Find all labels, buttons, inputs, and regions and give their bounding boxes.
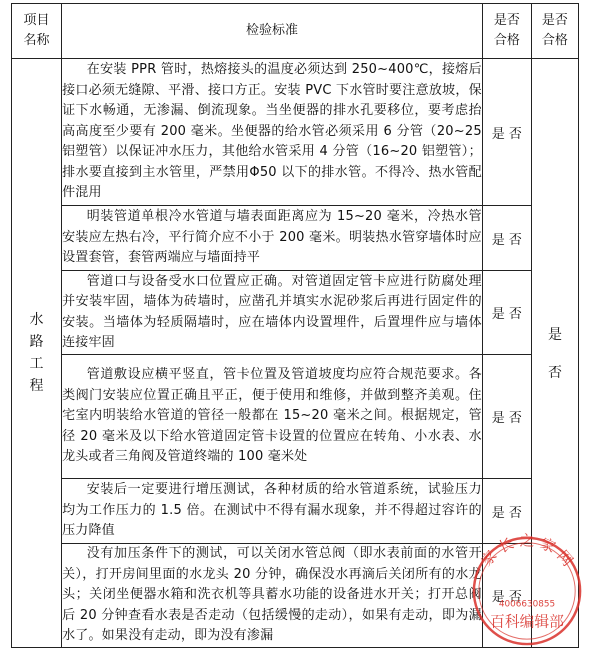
- svg-text:百科编辑部: 百科编辑部: [490, 613, 564, 631]
- header-item-name: 项目名称: [12, 4, 62, 59]
- overall-yes: 是: [547, 326, 562, 343]
- table-row: [12, 206, 579, 271]
- answer-cell: 是 否: [482, 544, 531, 648]
- standard-text: 安装后一定要进行增压测试，各种材质的给水管道系统，试验压力均为工作压力的 1.5 倍。在测试中不得有漏水现象，并不得超过容许的压力降值: [62, 479, 483, 544]
- standard-text: 明装管道单根冷水管道与墙表面距离应为 15~20 毫米，冷热水管安装应左热右冷，平行简介应不小于 200 毫米。明装热水管穿墙体时应设置套管，套管两端应与墙面持平: [62, 206, 483, 271]
- header-qualified: 是否合格: [482, 4, 531, 59]
- answer-cell: 是 否: [482, 271, 531, 355]
- header-standard: 检验标准: [62, 4, 483, 59]
- table-row: [12, 479, 579, 544]
- standard-text: 在安装 PPR 管时，热熔接头的温度必须达到 250~400℃，接熔后接口必须无缝隙、平滑、接口方正。安装 PVC 下水管时要注意放坡，保证下水畅通，无渗漏、倒流现象。当坐便器的排水孔要移位，要考虑抬高高度至少要有 200 毫米。坐便器的给水管必须采用 6 分管（20~25 铝塑管）以保证冲水压力，其他给水管采用 4 分管（16~20 铝塑管）；排水要直接到主水管里，严禁用Φ50 以下的排水管。不得冷、热水管配件混用: [62, 59, 483, 206]
- standard-text: 管道口与设备受水口位置应正确。对管道固定管卡应进行防腐处理并安装牢固，墙体为砖墙时，应凿孔并填实水泥砂浆后再进行固定件的安装。当墙体为轻质隔墙时，应在墙体内设置埋件，后置埋件应与墙体连接牢固: [62, 271, 483, 355]
- category-cell: 水路工程: [12, 59, 62, 648]
- table-row: [12, 544, 579, 648]
- answer-cell: 是 否: [482, 355, 531, 479]
- svg-text:家 长 之 家 网: 家 长 之 家 网: [477, 532, 577, 570]
- table-row: [12, 59, 579, 206]
- table-header-row: [12, 4, 579, 59]
- table-row: [12, 271, 579, 355]
- answer-cell: 是 否: [482, 59, 531, 206]
- table-row: [12, 355, 579, 479]
- answer-cell: 是 否: [482, 479, 531, 544]
- header-qualified-2: 是否合格: [531, 4, 578, 59]
- standard-text: 没有加压条件下的测试，可以关闭水管总阀（即水表前面的水管开关），打开房间里面的水龙头 20 分钟，确保没水再滴后关闭所有的水龙头；关闭坐便器水箱和洗衣机等具蓄水功能的设备进水开关；打开总阀后 20 分钟查看水表是否走动（包括缓慢的走动），如果有走动，即为漏水了。如果没有走动，即为没有渗漏: [62, 544, 483, 648]
- overall-no: 否: [547, 364, 562, 381]
- svg-text:4006630855: 4006630855: [498, 599, 556, 610]
- answer-cell: 是 否: [482, 206, 531, 271]
- inspection-table: [11, 3, 579, 648]
- overall-answer-cell: [531, 59, 578, 648]
- standard-text: 管道敷设应横平竖直，管卡位置及管道坡度均应符合规范要求。各类阀门安装应位置正确且平正，便于使用和维修，并做到整齐美观。住宅室内明装给水管道的管径一般都在 15~20 毫米之间。根据规定，管径 20 毫米及以下给水管道固定管卡设置的位置应在转角、小水表、水龙头或者三角阀及管道终端的 100 毫米处: [62, 355, 483, 479]
